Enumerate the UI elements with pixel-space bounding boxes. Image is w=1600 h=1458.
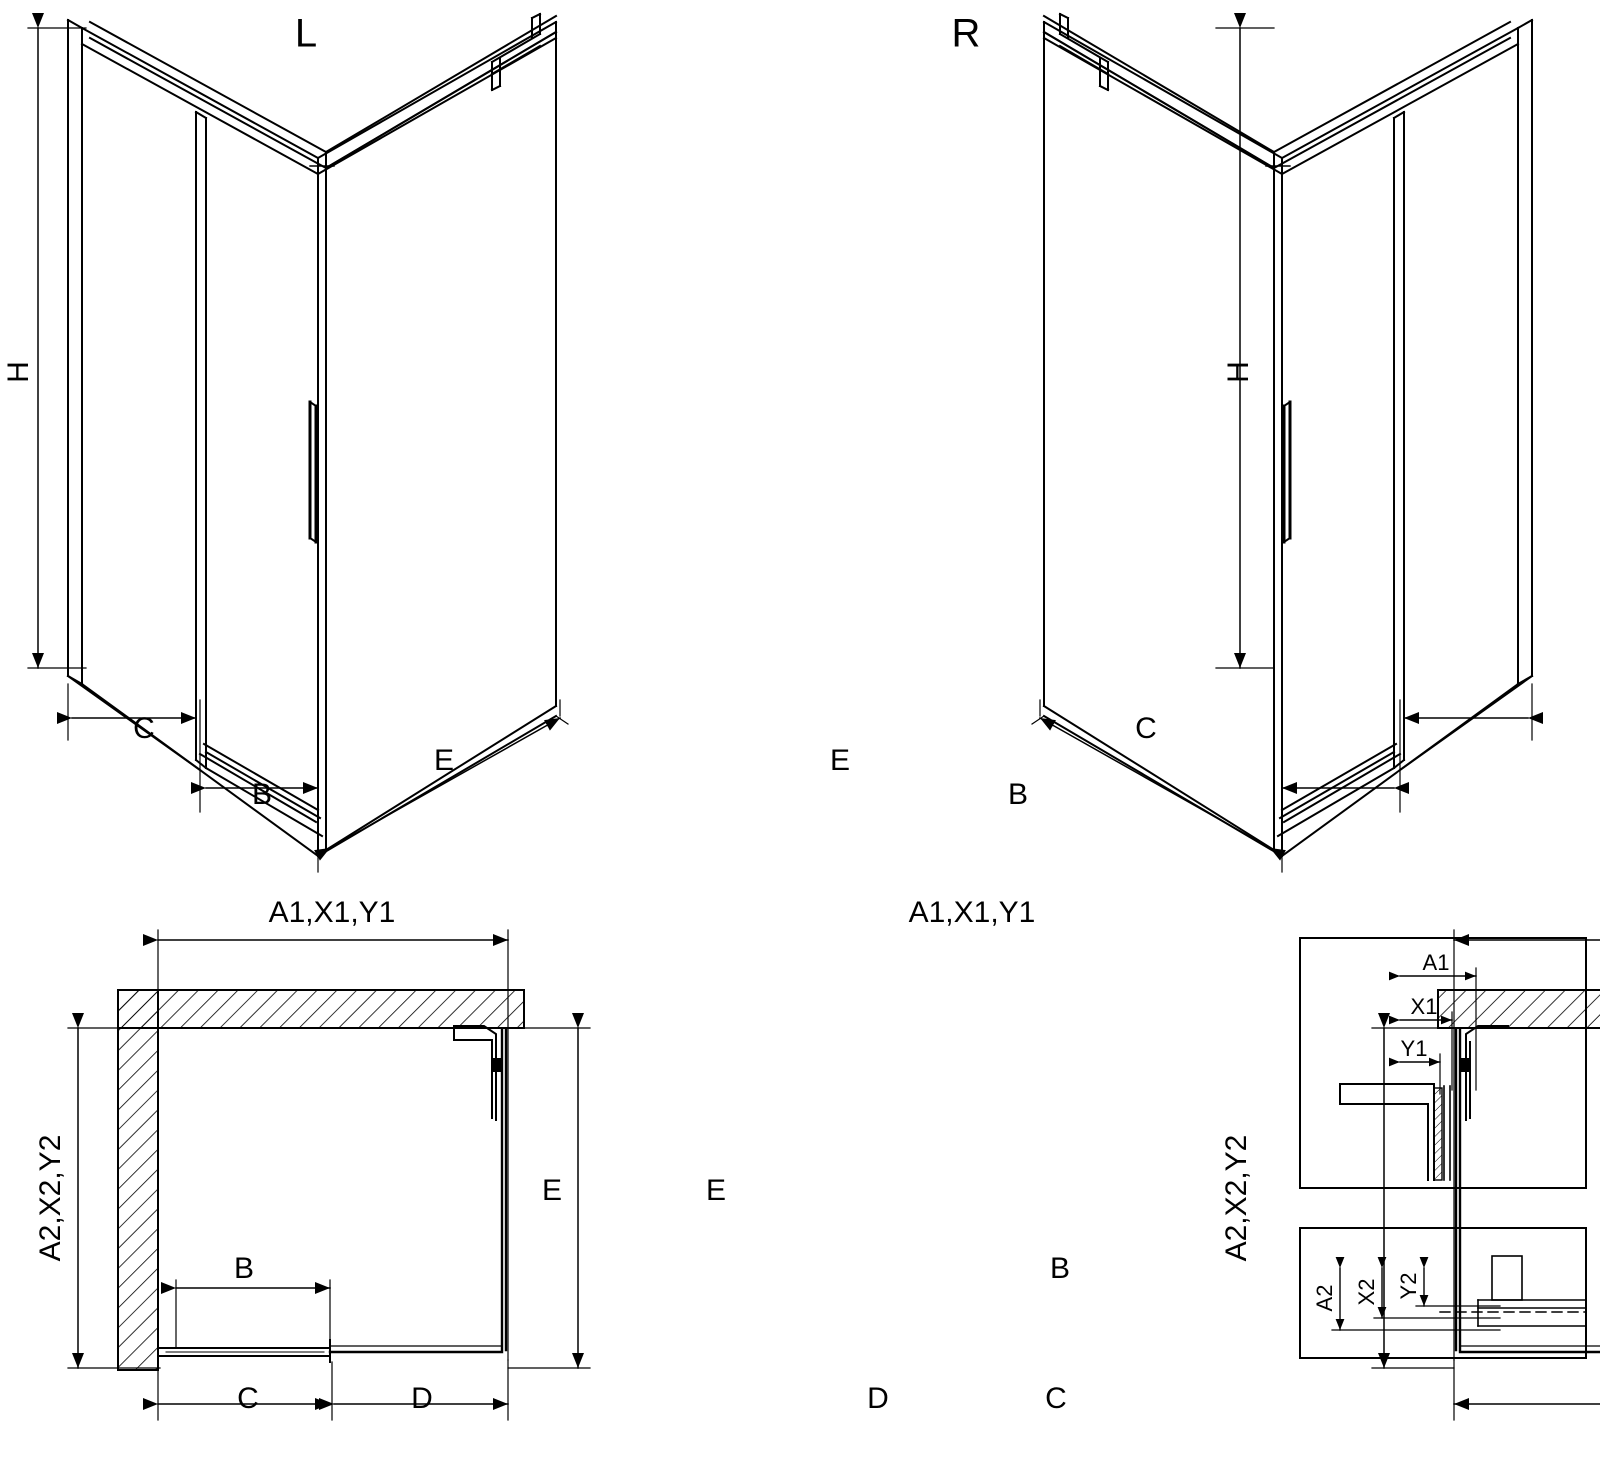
- plan-view-left: [68, 930, 590, 1420]
- detail-bottom-a2-label: A2: [1311, 1284, 1337, 1312]
- plan-left-side-dim-label: A2,X2,Y2: [33, 1134, 67, 1262]
- plan-right-e-label: E: [705, 1173, 727, 1207]
- plan-right-b-label: B: [1049, 1251, 1071, 1285]
- iso-right-title: R: [951, 11, 981, 56]
- plan-left-d-label: D: [411, 1381, 433, 1415]
- iso-right-b-label: B: [1007, 777, 1029, 811]
- plan-left-b-label: B: [233, 1251, 255, 1285]
- detail-bottom-x2-label: X2: [1353, 1278, 1379, 1306]
- dimension-h-left: [28, 28, 86, 668]
- plan-view-right: [1372, 930, 1600, 1420]
- iso-left-title: L: [294, 11, 318, 56]
- iso-left-h-label: H: [1, 361, 35, 383]
- plan-left-e-label: E: [541, 1173, 563, 1207]
- plan-right-d-label: D: [867, 1381, 889, 1415]
- plan-left-c-label: C: [237, 1381, 259, 1415]
- plan-left-top-dim-label: A1,X1,Y1: [268, 895, 396, 929]
- detail-bottom-y2-label: Y2: [1395, 1272, 1421, 1300]
- iso-left-c-label: C: [133, 711, 155, 745]
- iso-view-left: [28, 11, 568, 872]
- detail-top-a1-label: A1: [1422, 949, 1450, 975]
- detail-view-bottom: [1300, 1228, 1586, 1358]
- detail-top-y1-label: Y1: [1400, 1035, 1428, 1061]
- plan-right-c-label: C: [1045, 1381, 1067, 1415]
- detail-view-top: [1300, 938, 1586, 1188]
- iso-view-right: [1032, 14, 1532, 872]
- iso-left-b-label: B: [251, 777, 273, 811]
- detail-top-x1-label: X1: [1410, 993, 1438, 1019]
- iso-right-c-label: C: [1135, 711, 1157, 745]
- plan-right-top-dim-label: A1,X1,Y1: [908, 895, 1036, 929]
- plan-right-side-dim-label: A2,X2,Y2: [1219, 1134, 1253, 1262]
- iso-right-h-label: H: [1221, 361, 1255, 383]
- iso-left-e-label: E: [433, 743, 455, 777]
- iso-right-e-label: E: [829, 743, 851, 777]
